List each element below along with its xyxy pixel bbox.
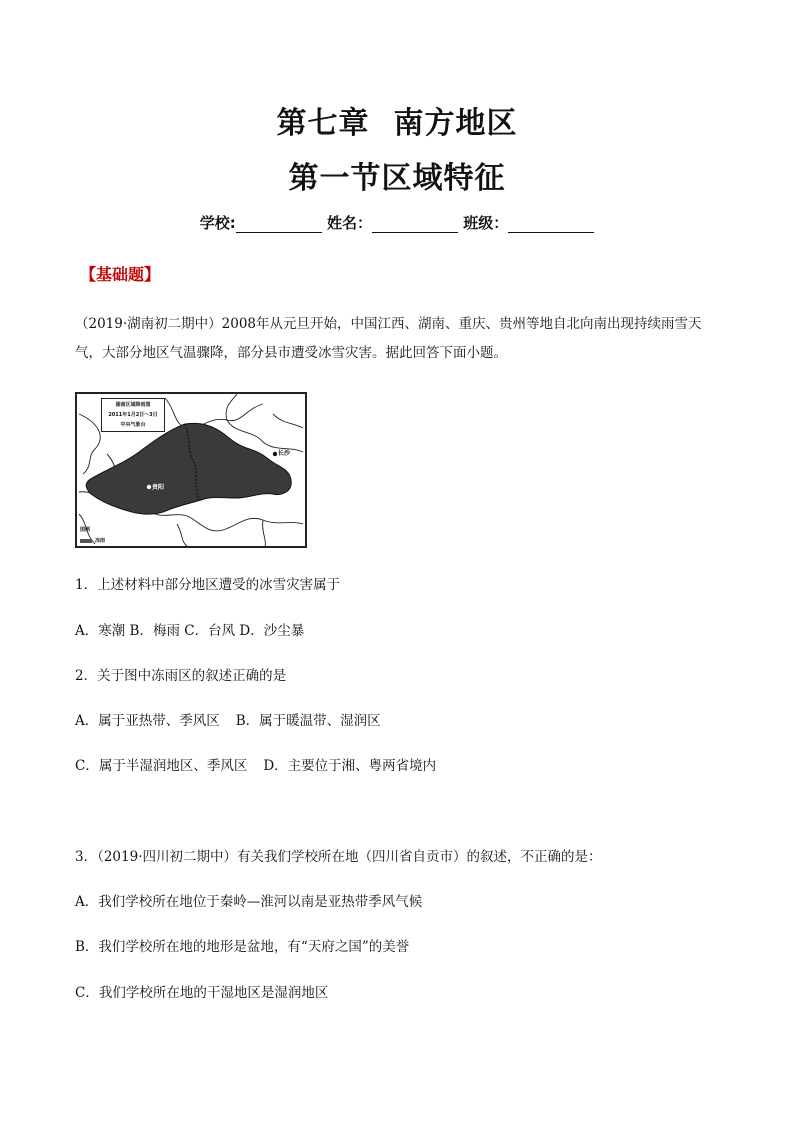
question-2-options-ab <box>75 709 381 729</box>
chapter-title <box>0 98 794 142</box>
school-field[interactable] <box>236 218 322 233</box>
map-legend-title: 湖南区域降雨图 <box>115 402 151 408</box>
school-label: 学校: <box>199 214 236 232</box>
guiyang-marker <box>147 485 151 489</box>
question-2: 2．关于图中冻雨区的叙述正确的是 <box>75 668 287 684</box>
class-field[interactable] <box>508 218 594 233</box>
map-legend-date: 2011年1月2日～3日 <box>108 412 158 418</box>
question-1: 1．上述材料中部分地区遭受的冰雪灾害属于 <box>75 577 341 593</box>
freezing-rain-region <box>86 423 291 514</box>
question-1-options: A．寒潮 B．梅雨 C．台风 D．沙尘暴 <box>75 623 305 639</box>
chapter-name: 南方地区 <box>393 106 518 141</box>
city-guiyang-label: 贵阳 <box>152 484 165 491</box>
question-2-option-c: C．属于半湿润地区、季风区 <box>75 758 248 774</box>
freezing-rain-map <box>75 392 307 548</box>
map-legend-box <box>101 398 165 432</box>
section-basic-label: 【基础题】 <box>80 265 161 284</box>
map-legend-source: 中央气象台 <box>120 422 146 428</box>
chapter-number: 第七章 <box>276 106 370 141</box>
question-2-option-b: B．属于暖温带、湿润区 <box>235 713 381 729</box>
question-2-options-cd <box>75 754 436 774</box>
student-info-line <box>0 212 794 233</box>
question-2-option-d: D．主要位于湘、粤两省境内 <box>263 758 437 774</box>
intro-paragraph: （2019·湖南初二期中）2008年从元旦开始，中国江西、湖南、重庆、贵州等地自北向南出现持续雨雪天气，大部分地区气温骤降，部分县市遭受冰雪灾害。据此回答下面小题。 <box>75 316 702 361</box>
section-title: 第一节区域特征 <box>288 161 506 196</box>
question-3-option-a: A．我们学校所在地位于秦岭—淮河以南是亚热带季风气候 <box>75 894 423 910</box>
changsha-marker <box>273 452 277 456</box>
question-2-option-a: A．属于亚热带、季风区 <box>75 713 220 729</box>
class-label: 班级： <box>463 214 509 232</box>
map-key-item <box>80 537 105 544</box>
question-3-option-c: C．我们学校所在地的干湿地区是湿润地区 <box>75 985 329 1001</box>
name-field[interactable] <box>372 218 458 233</box>
question-3-option-b: B．我们学校所在地的地形是盆地，有“天府之国”的美誉 <box>75 939 410 955</box>
map-key-title: 图例 <box>80 527 91 533</box>
name-label: 姓名： <box>326 214 372 232</box>
question-3: 3．（2019·四川初二期中）有关我们学校所在地（四川省自贡市）的叙述，不正确的是： <box>75 849 602 865</box>
map-key-item-label: 冻雨 <box>95 538 106 544</box>
map-key-swatch <box>80 539 92 543</box>
city-changsha-label: 长沙 <box>278 450 291 457</box>
